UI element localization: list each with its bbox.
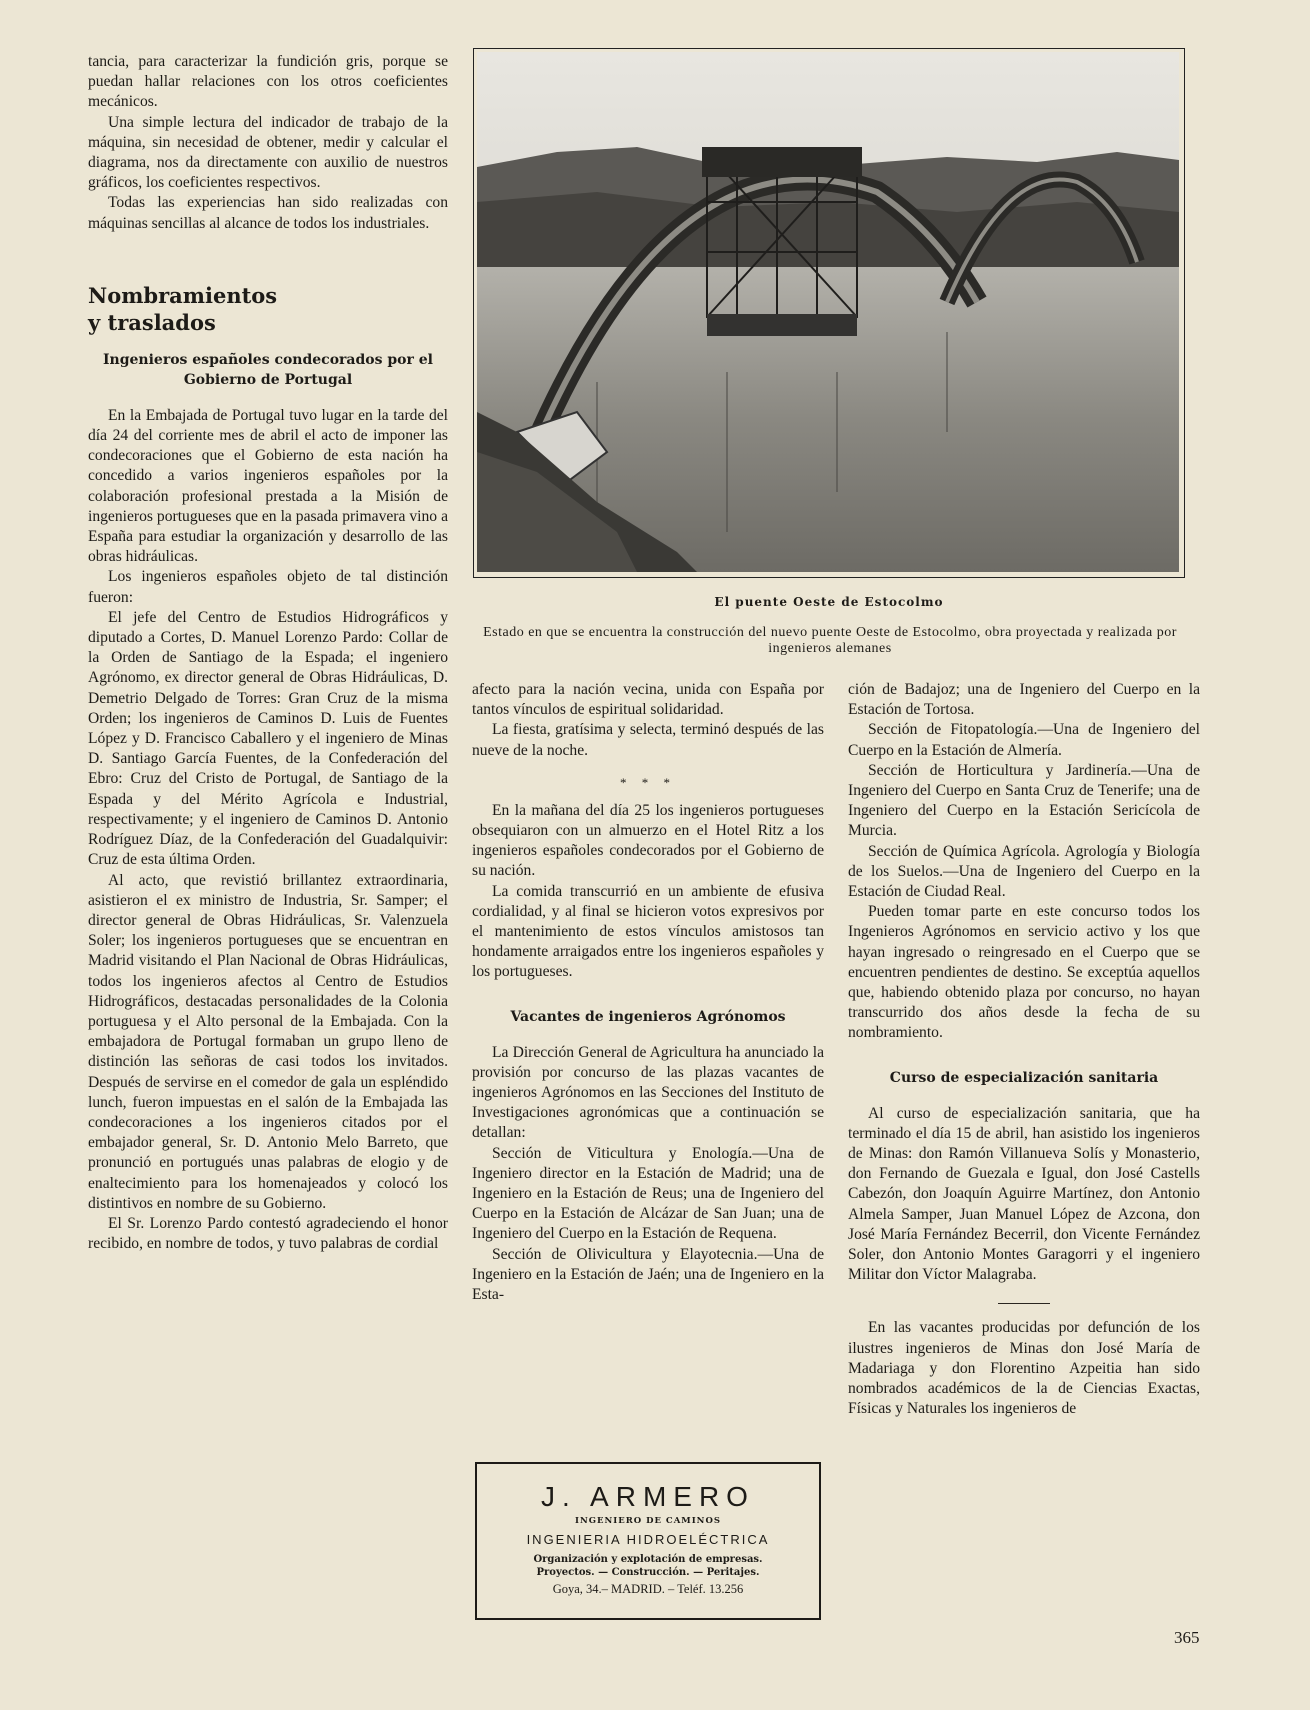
- body-paragraph: El Sr. Lorenzo Pardo contestó agradeciendo el honor recibido, en nombre de todos, y tuvo palabras de cordial: [88, 1214, 448, 1253]
- body-paragraph: Sección de Fitopatología.—Una de Ingeniero del Cuerpo en la Estación de Almería.: [848, 721, 1200, 759]
- body-paragraph: Sección de Viticultura y Enología.—Una de Ingeniero director en la Estación de Madrid; una de Ingeniero en la Estación de Reus; una de Ingeniero del Cuerpo en la Estación de Alcázar de San Juan; una de Ingeniero del Cuerpo en la Estación de Requena.: [472, 1144, 824, 1243]
- body-paragraph: La Dirección General de Agricultura ha anunciado la provisión por concurso de las plazas vacantes de ingenieros Agrónomos en las Secciones del Instituto de Investigaciones agronómicas que a continuación se detallan:: [472, 1043, 824, 1142]
- body-paragraph: ción de Badajoz; una de Ingeniero del Cuerpo en la Estación de Tortosa.: [848, 681, 1200, 719]
- body-paragraph: En las vacantes producidas por defunción de los ilustres ingenieros de Minas don José María de Madariaga y don Florentino Azpeitia han sido nombrados académicos de la de Ciencias Exactas, Físicas y Naturales los ingenieros de: [848, 1319, 1200, 1418]
- body-paragraph: La fiesta, gratísima y selecta, terminó después de las nueve de la noche.: [472, 721, 824, 759]
- middle-column: [472, 680, 824, 1305]
- ad-company: INGENIERIA HIDROELÉCTRICA: [526, 1532, 770, 1547]
- ad-services-line: Organización y explotación de empresas.: [533, 1554, 763, 1565]
- body-paragraph: En la mañana del día 25 los ingenieros portugueses obsequiaron con un almuerzo en el Hotel Ritz a los ingenieros españoles condecorados por el Gobierno de su nación.: [472, 801, 824, 880]
- advertisement-box: [475, 1462, 821, 1620]
- photo-caption-text: Estado en que se encuentra la construcción del nuevo puente Oeste de Estocolmo, obra proyectada y realizada por ingenieros alemanes: [483, 625, 1177, 656]
- body-paragraph: Pueden tomar parte en este concurso todos los Ingenieros Agrónomos en servicio activo y los que hayan ingresado o reingresado en el Cuerpo que se encuentren pendientes de destino. Se exceptúa aquellos que, habiendo obtenido plaza por concurso, no hayan transcurrido dos años desde la fecha de su nombramiento.: [848, 903, 1200, 1042]
- body-paragraph: En la Embajada de Portugal tuvo lugar en la tarde del día 24 del corriente mes de abril el acto de imponer las condecoraciones que el Gobierno de esta nación ha concedido a varios ingenieros españoles por la colaboración profesional prestada a la Misión de ingenieros portugueses que en la pasada primavera vino a España para estudiar la organización y desarrollo de las obras hidráulicas.: [88, 406, 448, 566]
- bridge-photo-image: [477, 52, 1179, 572]
- body-paragraph: Sección de Olivicultura y Elayotecnia.—Una de Ingeniero en la Estación de Jaén; una de Ingeniero en la Esta-: [472, 1245, 824, 1304]
- right-column: [848, 680, 1200, 1420]
- page-number: 365: [1174, 1628, 1200, 1647]
- body-paragraph: Los ingenieros españoles objeto de tal distinción fueron:: [88, 568, 448, 606]
- section-heading: [88, 282, 448, 336]
- ad-title: INGENIERO DE CAMINOS: [574, 1516, 721, 1526]
- body-paragraph: Al acto, que revistió brillantez extraordinaria, asistieron el ex ministro de Industria, Sr. Samper; el director general de Obras Hidráulicas, Sr. Valenzuela Soler; los ingenieros portugueses que se encuentran en Madrid visitando el Plan Nacional de Obras Hidráulicas, todos los ingenieros afectos al Centro de Estudios Hidrográficos, destacadas personalidades de la Colonia portuguesa y el Alto personal de la Embajada. Con la embajadora de Portugal formaban un grupo lleno de distinción las señoras de casi todos los invitados. Después de servirse en el comedor de gala un espléndido lunch, fueron impuestas en el salón de la Embajada las condecoraciones a los ingenieros citados por el embajador general, Sr. D. Antonio Melo Barreto, que pronunció en portugués unas palabras de elogio y de enaltecimiento para los homenajeados y colocó los distintivos en nombre de su Gobierno.: [88, 871, 448, 1212]
- intro-paragraph: Todas las experiencias han sido realizadas con máquinas sencillas al alcance de todos los industriales.: [88, 194, 448, 232]
- subheading-curso: Curso de especialización sanitaria: [889, 1069, 1159, 1086]
- photo-caption-title: El puente Oeste de Estocolmo: [714, 595, 944, 609]
- separator-stars: * * *: [620, 774, 676, 790]
- body-paragraph: La comida transcurrió en un ambiente de efusiva cordialidad, y al final se hicieron votos expresivos por el mantenimiento de estos vínculos amistosos tan hondamente arraigados entre los ingenieros españoles y los portugueses.: [472, 882, 824, 981]
- subheading-condecorados: Ingenieros españoles condecorados por el Gobierno de Portugal: [103, 351, 433, 388]
- body-paragraph: El jefe del Centro de Estudios Hidrográficos y diputado a Cortes, D. Manuel Lorenzo Pardo: Collar de la Orden de Santiago de la Espada; el ingeniero Agrónomo, ex director general de Obras Hidráulicas, D. Demetrio Delgado de Torres: Gran Cruz de la misma Orden; los ingenieros de Caminos D. Luis de Fuentes López y D. Francisco Caballero y el ingeniero de Minas D. Santiago García Fuentes, de la Confederación del Ebro: Cruz del Cristo de Portugal, de Santiago de la Espada y del Mérito Agrícola e Industrial, respectivamente; y el ingeniero de Caminos D. Antonio Rodríguez Díaz, de la Confederación del Guadalquivir: Cruz de esta última Orden.: [88, 608, 448, 869]
- intro-paragraph: tancia, para caracterizar la fundición gris, porque se puedan hallar relaciones con los otros coeficientes mecánicos.: [88, 53, 448, 111]
- left-column: [88, 52, 448, 1254]
- body-paragraph: Sección de Horticultura y Jardinería.—Una de Ingeniero del Cuerpo en Santa Cruz de Tenerife; una de Ingeniero del Cuerpo en la Estación Sericícola de Murcia.: [848, 761, 1200, 840]
- ad-services-line: Proyectos. — Construcción. — Peritajes.: [536, 1567, 760, 1578]
- subheading-vacantes: Vacantes de ingenieros Agrónomos: [510, 1008, 786, 1025]
- section-heading-line2: y traslados: [88, 309, 216, 335]
- body-paragraph: afecto para la nación vecina, unida con España por tantos vínculos de espiritual solidaridad.: [472, 681, 824, 719]
- ad-address: Goya, 34.– MADRID. – Teléf. 13.256: [552, 1582, 744, 1596]
- section-heading-line1: Nombramientos: [88, 282, 278, 308]
- intro-paragraph: Una simple lectura del indicador de trabajo de la máquina, sin necesidad de obtener, medir y calcular el diagrama, nos da directamente con auxilio de nuestros gráficos, los coeficientes respectivos.: [88, 113, 448, 192]
- body-paragraph: Al curso de especialización sanitaria, que ha terminado el día 15 de abril, han asistido los ingenieros de Minas: don Ramón Villanueva Solís y Monasterio, don Fernando de Guezala e Igual, don José Castells Cabezón, don Joaquín Aguirre Martínez, don Antonio Almela Samper, Juan Manuel López de Azcona, don José María Fernández Becerril, don Vicente Fernández Soler, don Antonio Montes Garagorri y el ingeniero Militar don Víctor Malagraba.: [848, 1104, 1200, 1284]
- divider-rule: [998, 1303, 1050, 1304]
- bridge-photo: [473, 48, 1185, 578]
- ad-name: J. ARMERO: [541, 1481, 755, 1512]
- body-paragraph: Sección de Química Agrícola. Agrología y Biología de los Suelos.—Una de Ingeniero del Cuerpo en la Estación de Ciudad Real.: [848, 842, 1200, 901]
